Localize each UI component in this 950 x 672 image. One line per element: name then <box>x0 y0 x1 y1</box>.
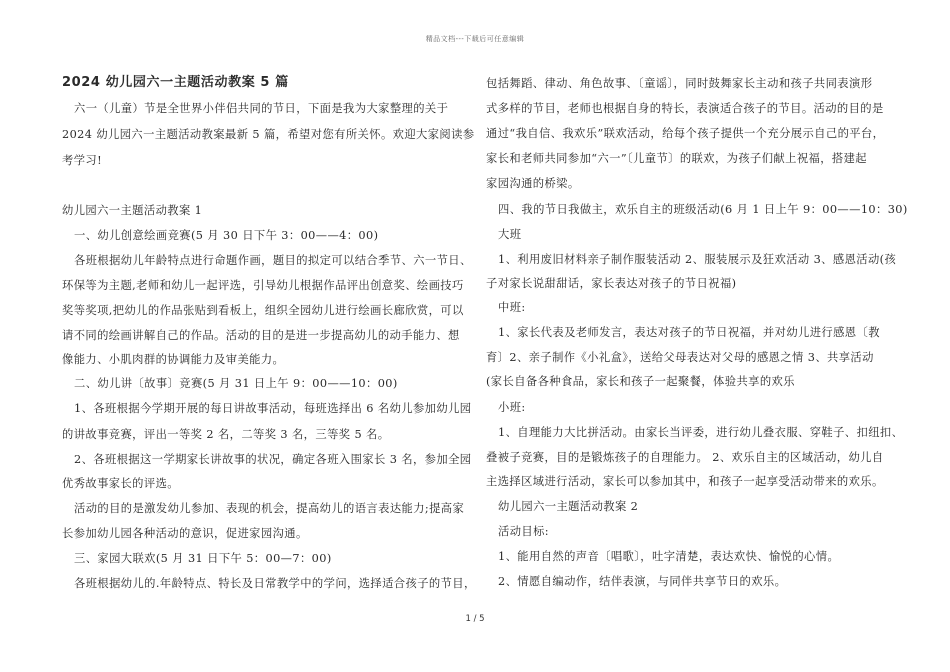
paragraph-line: 家园沟通的桥梁。 <box>486 177 580 190</box>
paragraph-line: 子对家长说甜甜话，家长表达对孩子的节日祝福) <box>486 277 737 290</box>
paragraph-line: 1、自理能力大比拼活动。由家长当评委，进行幼儿叠衣服、穿鞋子、扣纽扣、 <box>498 426 904 439</box>
paragraph-line: 包括舞蹈、律动、角色故事、〔童谣〕，同时鼓舞家长主动和孩子共同表演形 <box>486 77 873 90</box>
paragraph-line: (家长自备各种食品，家长和孩子一起聚餐，体验共享的欢乐 <box>486 375 795 388</box>
paragraph-line: 优秀故事家长的评选。 <box>62 477 179 490</box>
subsection-heading: 一、幼儿创意绘画竞赛(5 月 30 日下午 3：00——4：00) <box>74 229 379 242</box>
subsection-heading: 活动目标: <box>498 525 549 538</box>
paragraph-line: 请不同的绘画讲解自己的作品。活动的目的是进一步提高幼儿的动手能力、想 <box>62 329 460 342</box>
paragraph-line: 奖等奖项,把幼儿的作品张贴到看板上，组织全园幼儿进行绘画长廊欣赏，可以 <box>62 304 464 317</box>
paragraph-line: 2024 幼儿园六一主题活动教案最新 5 篇，希望对您有所关怀。欢迎大家阅读参 <box>62 128 475 141</box>
paragraph-line: 各班根据幼儿的.年龄特点、特长及日常教学中的学问，选择适合孩子的节目， <box>74 577 476 590</box>
section-heading: 幼儿园六一主题活动教案 1 <box>62 204 203 217</box>
paragraph-line: 像能力、小肌肉群的协调能力及审美能力。 <box>62 353 285 366</box>
paragraph-line: 叠被子竞赛，目的是锻炼孩子的自理能力。 2、欢乐自主的区域活动，幼儿自 <box>486 451 884 464</box>
paragraph-line: 的讲故事竞赛，评出一等奖 2 名，二等奖 3 名，三等奖 5 名。 <box>62 428 390 441</box>
paragraph-line: 式多样的节目，老师也根据自身的特长，表演适合孩子的节目。活动的目的是 <box>486 102 884 115</box>
paragraph-line: 2、各班根据这一学期家长讲故事的状况，确定各班入围家长 3 名，参加全园 <box>74 453 472 466</box>
paragraph-line: 主选择区域进行活动，家长可以参加其中，和孩子一起享受活动带来的欢乐。 <box>486 475 884 488</box>
paragraph-line: 1、利用废旧材料亲子制作服装活动 2、服装展示及狂欢活动 3、感恩活动(孩 <box>498 253 897 266</box>
paragraph-line: 育〕2、亲子制作《小礼盒》，送给父母表达对父母的感恩之情 3、共享活动 <box>486 351 874 364</box>
paragraph-line: 考学习! <box>62 154 103 167</box>
paragraph-line: 六一（儿童）节是全世界小伴侣共同的节日，下面是我为大家整理的关于 <box>74 102 449 115</box>
page-number: 1 / 5 <box>465 614 485 624</box>
paragraph-line: 长参加幼儿园各种活动的意识，促进家园沟通。 <box>62 527 308 540</box>
paragraph-line: 2、情愿自编动作，结伴表演，与同伴共享节日的欢乐。 <box>498 575 787 588</box>
section-heading: 幼儿园六一主题活动教案 2 <box>498 500 639 513</box>
paragraph-line: 家长和老师共同参加“六一”〔儿童节〕的联欢，为孩子们献上祝福，搭建起 <box>486 152 868 165</box>
paragraph-line: 1、能用自然的声音〔唱歌〕，吐字清楚，表达欢快、愉悦的心情。 <box>498 550 840 563</box>
paragraph-line: 1、家长代表及老师发言，表达对孩子的节日祝福，并对幼儿进行感恩〔教 <box>498 326 880 339</box>
paragraph-line: 通过“我自信、我欢乐”联欢活动，给每个孩子提供一个充分展示自己的平台， <box>486 127 885 140</box>
subsection-heading: 四、我的节日我做主，欢乐自主的班级活动(6 月 1 日上午 9：00——10：30) <box>498 203 908 216</box>
paragraph-line: 环保等为主题,老师和幼儿一起评选，引导幼儿根据作品评出创意奖、绘画技巧 <box>62 279 464 292</box>
class-label: 小班: <box>498 401 526 414</box>
paragraph-line: 1、各班根据今学期开展的每日讲故事活动，每班选择出 6 名幼儿参加幼儿园 <box>74 402 472 415</box>
page-header: 精品文档---下载后可任意编辑 <box>425 35 525 43</box>
class-label: 中班: <box>498 301 526 314</box>
paragraph-line: 各班根据幼儿年龄特点进行命题作画，题目的拟定可以结合季节、六一节日、 <box>74 254 472 267</box>
class-label: 大班 <box>498 228 522 241</box>
paragraph-line: 活动的目的是激发幼儿参加、表现的机会，提高幼儿的语言表达能力;提高家 <box>74 502 465 515</box>
subsection-heading: 三、家园大联欢(5 月 31 日下午 5：00—7：00) <box>74 552 332 565</box>
subsection-heading: 二、幼儿讲〔故事〕竞赛(5 月 31 日上午 9：00——10：00) <box>74 377 398 390</box>
document-title: 2024 幼儿园六一主题活动教案 5 篇 <box>62 75 289 90</box>
